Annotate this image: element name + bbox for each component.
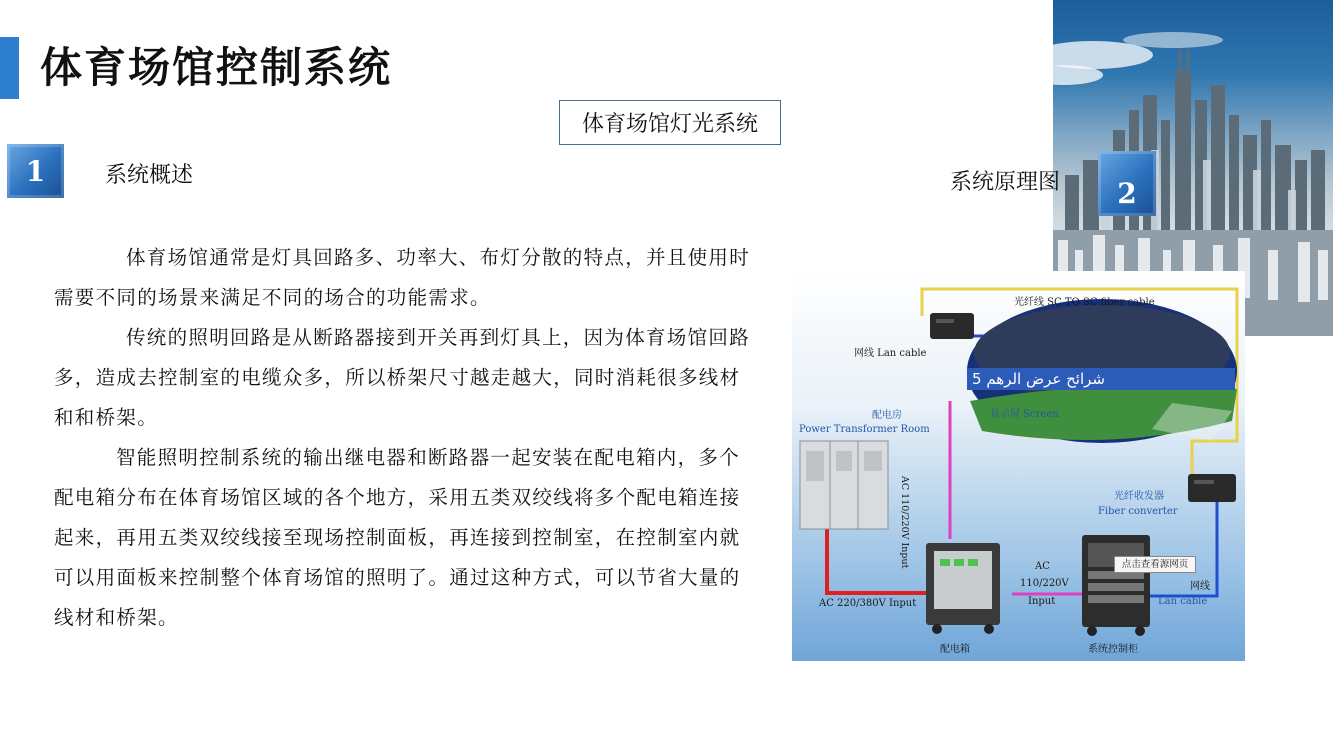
screen-label: 显示屏 Screen [990,409,1059,420]
fiber-converter-en-label: Fiber converter [1098,506,1178,517]
subtitle-box: 体育场馆灯光系统 [559,100,781,145]
ac-mid-input-label: Input [1028,596,1056,607]
lan-cable-en-label: Lan cable [1158,596,1208,607]
section-number-badge: 1 [7,144,64,198]
section-title-overview: 系统概述 [105,163,194,188]
power-room-en-label: Power Transformer Room [799,424,930,435]
lan-cable-cn-label: 网线 [1190,581,1210,592]
ac-mid-voltage-label: 110/220V [1020,578,1069,589]
fiber-converter-cn-label: 光纤收发器 [1114,491,1164,502]
fiber-cable-label: 光纤线 SC TO SC fiber cable [1014,297,1155,308]
ac-input-vertical-label: AC 110/220V Input [899,476,910,569]
section-number-badge: 2 [1098,151,1156,216]
system-schematic-diagram [792,271,1245,661]
control-cabinet-label: 系统控制柜 [1088,644,1138,655]
power-room-cn-label: 配电房 [872,410,902,421]
ac-input-left-label: AC 220/380V Input [819,598,917,609]
lan-cable-label-top: 网线 Lan cable [854,348,927,359]
title-accent-bar [0,37,19,99]
stadium-banner-text: 5 شرائح عرض الرهم [972,370,1105,388]
overview-paragraph: 体育场馆通常是灯具回路多、功率大、布灯分散的特点，并且使用时需要不同的场景来满足不同的场合的功能需求。 [54,246,751,309]
section-title-diagram: 系统原理图 [950,170,1061,195]
page-title: 体育场馆控制系统 [40,43,393,92]
overview-paragraph: 智能照明控制系统的输出继电器和断路器一起安装在配电箱内，多个配电箱分布在体育场馆区域的各个地方，采用五类双绞线将多个配电箱连接起来，再用五类双绞线接至现场控制面板，再连接到控制室，在控制室内就可以用面板来控制整个体育场馆的照明了。通过这种方式，可以节省大量的线材和桥架。 [54,446,741,629]
overview-paragraph: 传统的照明回路是从断路器接到开关再到灯具上，因为体育场馆回路多，造成去控制室的电缆众多，所以桥架尺寸越走越大，同时消耗很多线材和和桥架。 [54,326,751,429]
distribution-box-label: 配电箱 [940,644,970,655]
view-source-tooltip[interactable]: 点击查看源网页 [1114,556,1196,573]
ac-mid-label: AC [1035,561,1050,572]
